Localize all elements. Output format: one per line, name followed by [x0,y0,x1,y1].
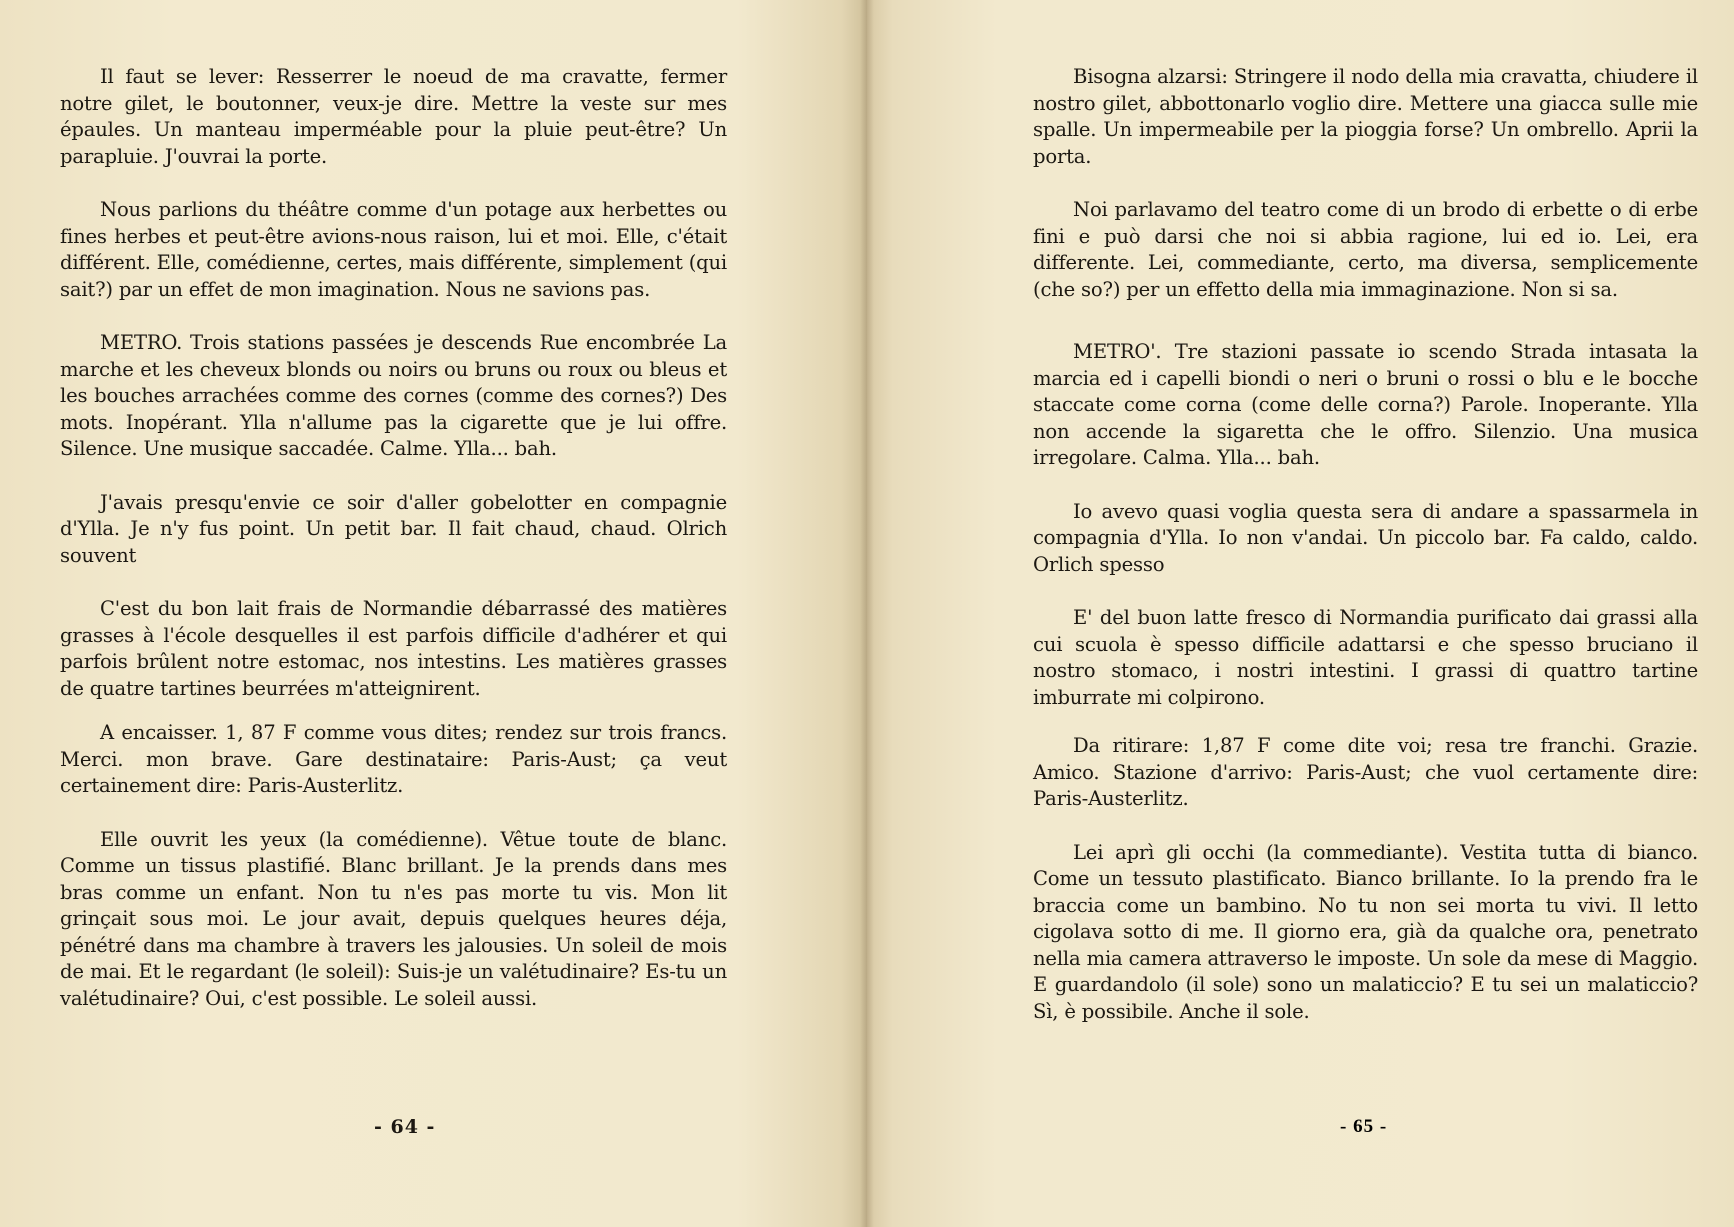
right-paragraph-2: Noi parlavamo del teatro come di un brodo di erbette o di erbe fini e può darsi che noi si abbia ragione, lui ed io. Lei, era differente. Lei, commediante, certo, ma diversa, semplicemente (che so?) per un effetto della mia immaginazione. Non si sa. [1033,198,1698,301]
left-paragraph-5: C'est du bon lait frais de Normandie débarrassé des matières grasses à l'école desquelles il est parfois difficile d'adhérer et qui parfois brûlent notre estomac, nos intestins. Les matières grasses de quatre tartines beurrées m'atteignirent. [60,597,727,700]
left-paragraph-6: A encaisser. 1, 87 F comme vous dites; rendez sur trois francs. Merci. mon brave. Gare destinataire: Paris-Aust; ça veut certainement dire: Paris-Austerlitz. [60,721,727,797]
right-paragraph-6: Da ritirare: 1,87 F come dite voi; resa tre franchi. Grazie. Amico. Stazione d'arrivo: Paris-Aust; che vuol certamente dire: Paris-Austerlitz. [1033,734,1698,810]
right-page [867,0,1734,1227]
right-paragraph-5: E' del buon latte fresco di Normandia purificato dai grassi alla cui scuola è spesso difficile adattarsi e che spesso bruciano il nostro stomaco, i nostri intestini. I grassi di quattro tartine imburrate mi colpirono. [1033,606,1698,709]
left-paragraph-7: Elle ouvrit les yeux (la comédienne). Vêtue toute de blanc. Comme un tissus plastifié. Blanc brillant. Je la prends dans mes bras comme un enfant. Non tu n'es pas morte tu vis. Mon lit grinçait sous moi. Le jour avait, depuis quelques heures déja, pénétré dans ma chambre à travers les jalousies. Un soleil de mois de mai. Et le regardant (le soleil): Suis-je un valétudinaire? Es-tu un valétudinaire? Oui, c'est possible. Le soleil aussi. [60,827,727,1010]
right-paragraph-3: METRO'. Tre stazioni passate io scendo Strada intasata la marcia ed i capelli biondi o neri o bruni o rossi o blu e le bocche staccate come corna (come delle corna?) Parole. Inoperante. Ylla non accende la sigaretta che le offro. Silenzio. Una musica irregolare. Calma. Ylla... bah. [1033,340,1698,469]
left-paragraph-2: Nous parlions du théâtre comme d'un potage aux herbettes ou fines herbes et peut-être avions-nous raison, lui et moi. Elle, c'était différent. Elle, comédienne, certes, mais différente, simplement (qui sait?) par un effet de mon imagination. Nous ne savions pas. [60,198,727,301]
right-page-number: - 65 - [1340,1116,1388,1137]
left-paragraph-3: METRO. Trois stations passées je descends Rue encombrée La marche et les cheveux blonds ou noirs ou bruns ou roux ou bleus et les bouches arrachées comme des cornes (comme des cornes?) Des mots. Inopérant. Ylla n'allume pas la cigarette que je lui offre. Silence. Une musique saccadée. Calme. Ylla... bah. [60,331,727,460]
left-page-number: - 64 - [374,1116,436,1138]
left-paragraph-1: Il faut se lever: Resserrer le noeud de ma cravatte, fermer notre gilet, le boutonner, veux-je dire. Mettre la veste sur mes épaules. Un manteau imperméable pour la pluie peut-être? Un parapluie. J'ouvrai la porte. [60,65,727,168]
right-paragraph-1: Bisogna alzarsi: Stringere il nodo della mia cravatta, chiudere il nostro gilet, abbottonarlo voglio dire. Mettere una giacca sulle mie spalle. Un impermeabile per la pioggia forse? Un ombrello. Aprii la porta. [1033,65,1698,168]
left-paragraph-4: J'avais presqu'envie ce soir d'aller gobelotter en compagnie d'Ylla. Je n'y fus point. Un petit bar. Il fait chaud, chaud. Olrich souvent [60,490,727,567]
right-paragraph-4: Io avevo quasi voglia questa sera di andare a spassarmela in compagnia d'Ylla. Io non v'andai. Un piccolo bar. Fa caldo, caldo. Orlich spesso [1033,499,1698,576]
right-paragraph-7: Lei aprì gli occhi (la commediante). Vestita tutta di bianco. Come un tessuto plastificato. Bianco brillante. Io la prendo fra le braccia come un bambino. No tu non sei morta tu vivi. Il letto cigolava sotto di me. Il giorno era, già da qualche ora, penetrato nella mia camera attraverso le imposte. Un sole da mese di Maggio. E guardandolo (il sole) sono un malaticcio? E tu sei un malaticcio? Sì, è possibile. Anche il sole. [1033,840,1698,1023]
